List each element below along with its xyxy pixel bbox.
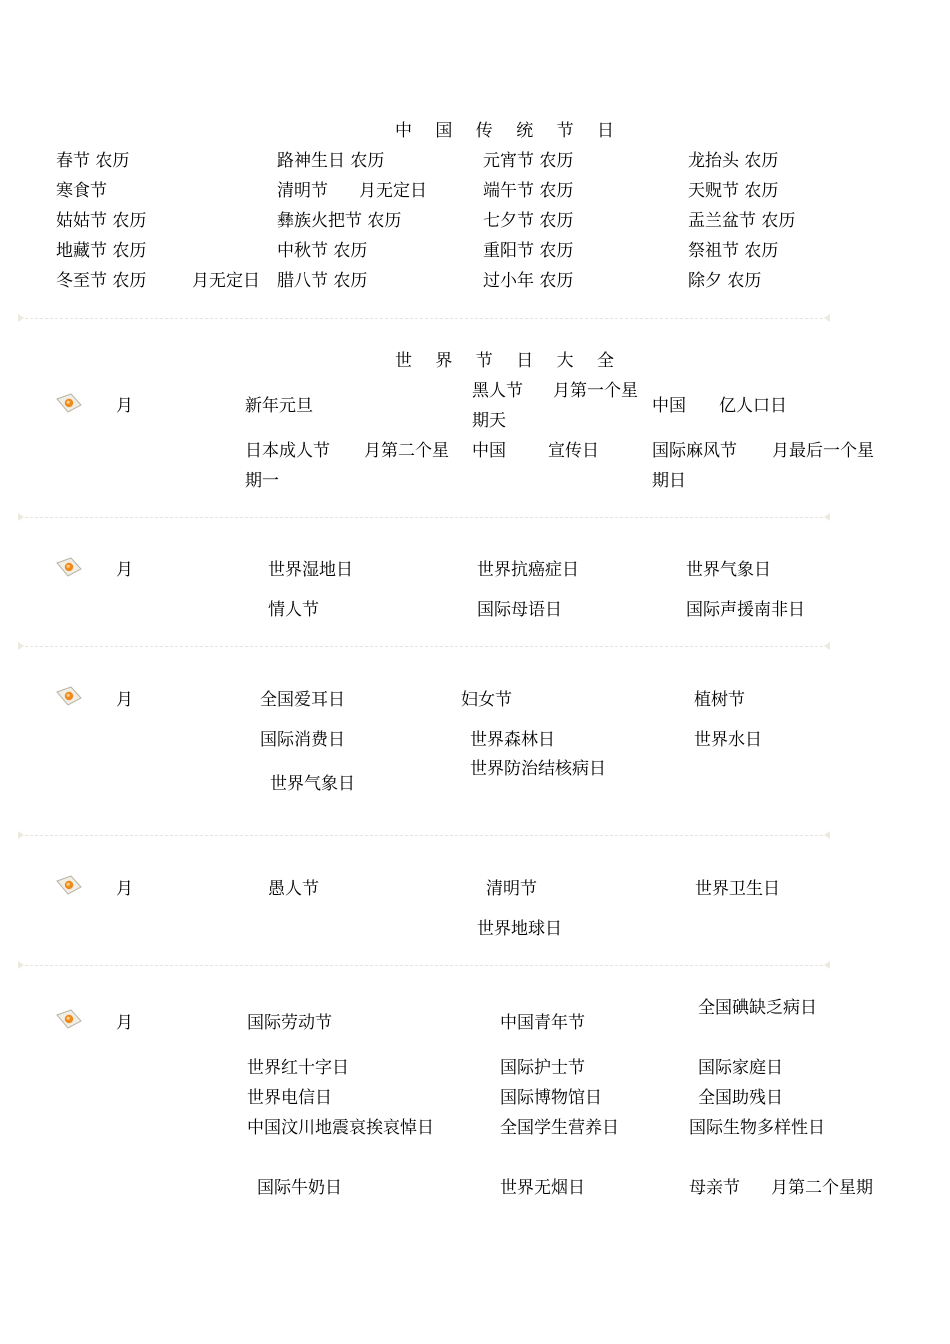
world-item: 世界气象日 xyxy=(686,560,771,580)
section-divider xyxy=(20,965,828,966)
world-item: 清明节 xyxy=(486,879,537,899)
world-item: 妇女节 xyxy=(461,690,512,710)
world-item: 国际劳动节 xyxy=(247,1013,332,1033)
world-item: 国际家庭日 xyxy=(698,1058,783,1078)
world-item: 黑人节 xyxy=(472,381,523,401)
trad-item-note: 月无定日 xyxy=(192,271,260,291)
world-item-note: 期日 xyxy=(652,471,686,491)
trad-item: 彝族火把节 农历 xyxy=(277,211,402,231)
month-label: 月 xyxy=(116,396,133,416)
world-item: 世界电信日 xyxy=(247,1088,332,1108)
trad-item: 冬至节 农历 xyxy=(56,271,147,291)
trad-item: 端午节 农历 xyxy=(483,181,574,201)
world-item: 国际消费日 xyxy=(260,730,345,750)
trad-item: 春节 农历 xyxy=(56,151,130,171)
world-item: 世界气象日 xyxy=(270,774,355,794)
world-item-note: 月第二个星期 xyxy=(771,1178,873,1198)
world-item: 母亲节 xyxy=(689,1178,740,1198)
world-item: 宣传日 xyxy=(548,441,599,461)
world-item-note: 期一 xyxy=(245,471,279,491)
world-item: 国际牛奶日 xyxy=(257,1178,342,1198)
world-item: 世界湿地日 xyxy=(268,560,353,580)
scroll-bullet-icon xyxy=(55,392,83,414)
trad-item: 中秋节 农历 xyxy=(277,241,368,261)
month-label: 月 xyxy=(116,560,133,580)
world-item: 全国爱耳日 xyxy=(260,690,345,710)
world-item: 植树节 xyxy=(694,690,745,710)
trad-item: 地藏节 农历 xyxy=(56,241,147,261)
world-item: 世界地球日 xyxy=(477,919,562,939)
world-item: 世界防治结核病日 xyxy=(470,759,606,779)
trad-item: 七夕节 农历 xyxy=(483,211,574,231)
world-item: 全国学生营养日 xyxy=(500,1118,619,1138)
world-item-note: 月第一个星 xyxy=(553,381,638,401)
world-item: 国际护士节 xyxy=(500,1058,585,1078)
scroll-bullet-icon xyxy=(55,685,83,707)
month-label: 月 xyxy=(116,690,133,710)
world-item: 中国 xyxy=(652,396,686,416)
world-item: 亿人口日 xyxy=(719,396,787,416)
month-label: 月 xyxy=(116,1013,133,1033)
world-item: 世界无烟日 xyxy=(500,1178,585,1198)
world-item: 世界红十字日 xyxy=(247,1058,349,1078)
trad-item: 路神生日 农历 xyxy=(277,151,385,171)
scroll-bullet-icon xyxy=(55,874,83,896)
trad-item-note: 月无定日 xyxy=(359,181,427,201)
world-item: 情人节 xyxy=(268,600,319,620)
section-divider xyxy=(20,517,828,518)
trad-item: 龙抬头 农历 xyxy=(688,151,779,171)
section-divider xyxy=(20,318,828,319)
trad-item: 过小年 农历 xyxy=(483,271,574,291)
world-item: 国际麻风节 xyxy=(652,441,737,461)
scroll-bullet-icon xyxy=(55,556,83,578)
world-item: 中国 xyxy=(472,441,506,461)
world-item: 国际博物馆日 xyxy=(500,1088,602,1108)
trad-item: 腊八节 农历 xyxy=(277,271,368,291)
world-item: 国际母语日 xyxy=(477,600,562,620)
trad-item: 天贶节 农历 xyxy=(688,181,779,201)
month-label: 月 xyxy=(116,879,133,899)
trad-item: 元宵节 农历 xyxy=(483,151,574,171)
trad-item: 盂兰盆节 农历 xyxy=(688,211,796,231)
world-item: 日本成人节 xyxy=(245,441,330,461)
trad-item: 重阳节 农历 xyxy=(483,241,574,261)
world-item: 世界森林日 xyxy=(470,730,555,750)
world-item: 愚人节 xyxy=(268,879,319,899)
trad-item: 寒食节 xyxy=(56,181,107,201)
traditional-title: 中 国 传 统 节 日 xyxy=(395,121,624,141)
world-item: 新年元旦 xyxy=(245,396,313,416)
world-item: 世界抗癌症日 xyxy=(477,560,579,580)
world-item: 中国汶川地震哀挨哀悼日 xyxy=(247,1118,434,1138)
trad-item: 姑姑节 农历 xyxy=(56,211,147,231)
world-item-note: 月最后一个星 xyxy=(772,441,874,461)
trad-item: 除夕 农历 xyxy=(688,271,762,291)
trad-item: 清明节 xyxy=(277,181,328,201)
section-divider xyxy=(20,835,828,836)
world-item-note: 月第二个星 xyxy=(364,441,449,461)
world-item: 国际生物多样性日 xyxy=(689,1118,825,1138)
section-divider xyxy=(20,646,828,647)
world-item: 全国助残日 xyxy=(698,1088,783,1108)
world-item: 国际声援南非日 xyxy=(686,600,805,620)
trad-item: 祭祖节 农历 xyxy=(688,241,779,261)
world-item: 中国青年节 xyxy=(500,1013,585,1033)
world-title: 世 界 节 日 大 全 xyxy=(395,351,624,371)
world-item-note: 期天 xyxy=(472,411,506,431)
world-item: 全国碘缺乏病日 xyxy=(698,998,817,1018)
scroll-bullet-icon xyxy=(55,1008,83,1030)
world-item: 世界水日 xyxy=(694,730,762,750)
world-item: 世界卫生日 xyxy=(695,879,780,899)
